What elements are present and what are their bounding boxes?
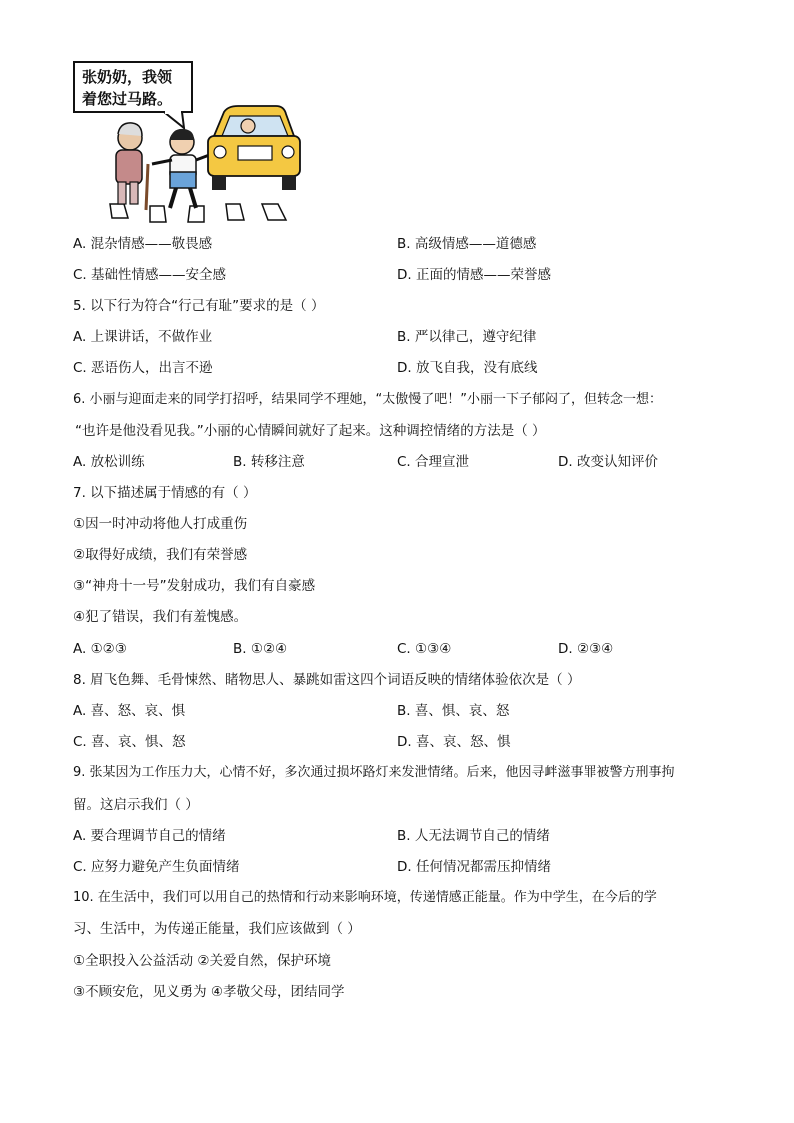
q4-option-d: D. 正面的情感——荣誉感 xyxy=(397,267,551,283)
q6-option-c: C. 合理宣泄 xyxy=(397,454,470,470)
q4-option-a: A. 混杂情感——敬畏感 xyxy=(73,236,213,252)
car-icon xyxy=(208,106,300,190)
q10-items-line2: ③不顾安危，见义勇为 ④孝敬父母，团结同学 xyxy=(73,984,345,1000)
q10-stem-line2: 习、生活中，为传递正能量，我们应该做到（ ） xyxy=(73,921,361,937)
q7-item-4: ④犯了错误，我们有羞愧感。 xyxy=(73,609,248,625)
q6-option-d: D. 改变认知评价 xyxy=(558,454,658,470)
q7-stem: 7. 以下描述属于情感的有（ ） xyxy=(73,485,257,501)
q8-option-d: D. 喜、哀、怒、惧 xyxy=(397,734,511,750)
q7-option-c: C. ①③④ xyxy=(397,641,452,657)
boy-icon xyxy=(152,129,212,208)
speech-bubble xyxy=(74,62,192,128)
q7-option-d: D. ②③④ xyxy=(558,641,614,657)
q7-item-3: ③“神舟十一号”发射成功，我们有自豪感 xyxy=(73,578,316,594)
q10-stem-line1: 10. 在生活中，我们可以用自己的热情和行动来影响环境，传递情感正能量。作为中学生，在今后的学 xyxy=(73,890,657,905)
q5-option-a: A. 上课讲话，不做作业 xyxy=(73,329,213,345)
q7-item-1: ①因一时冲动将他人打成重伤 xyxy=(73,516,248,532)
grandmother-icon xyxy=(116,123,148,210)
q9-stem-line1: 9. 张某因为工作压力大，心情不好，多次通过损坏路灯来发泄情绪。后来，他因寻衅滋事罪被警方刑事拘 xyxy=(73,765,675,780)
q5-stem: 5. 以下行为符合“行己有耻”要求的是（ ） xyxy=(73,298,325,314)
q8-option-a: A. 喜、怒、哀、惧 xyxy=(73,703,186,719)
q7-option-b: B. ①②④ xyxy=(233,641,288,657)
q5-option-b: B. 严以律己，遵守纪律 xyxy=(397,329,537,345)
q9-option-b: B. 人无法调节自己的情绪 xyxy=(397,828,550,844)
q9-stem-line2: 留。这启示我们（ ） xyxy=(73,797,199,813)
q7-item-2: ②取得好成绩，我们有荣誉感 xyxy=(73,547,248,563)
q4-option-b: B. 高级情感——道德感 xyxy=(397,236,537,252)
crosswalk-icon xyxy=(110,204,286,222)
q9-option-c: C. 应努力避免产生负面情绪 xyxy=(73,859,240,875)
q8-option-b: B. 喜、惧、哀、怒 xyxy=(397,703,510,719)
q5-option-d: D. 放飞自我，没有底线 xyxy=(397,360,538,376)
crosswalk-illustration xyxy=(72,60,312,228)
q10-items-line1: ①全职投入公益活动 ②关爱自然，保护环境 xyxy=(73,953,331,969)
q6-option-a: A. 放松训练 xyxy=(73,454,145,470)
q4-option-c: C. 基础性情感——安全感 xyxy=(73,267,227,283)
bubble-line-2: 着您过马路。 xyxy=(82,90,173,108)
q7-option-a: A. ①②③ xyxy=(73,641,127,657)
q6-stem-line1: 6. 小丽与迎面走来的同学打招呼，结果同学不理她，“太傲慢了吧！”小丽一下子郁闷了，但转念一想： xyxy=(73,392,663,407)
q9-option-d: D. 任何情况都需压抑情绪 xyxy=(397,859,551,875)
q6-stem-line2: “也许是他没看见我。”小丽的心情瞬间就好了起来。这种调控情绪的方法是（ ） xyxy=(75,423,546,439)
q9-option-a: A. 要合理调节自己的情绪 xyxy=(73,828,226,844)
q6-option-b: B. 转移注意 xyxy=(233,454,305,470)
bubble-line-1: 张奶奶，我领 xyxy=(82,68,173,86)
q8-option-c: C. 喜、哀、惧、怒 xyxy=(73,734,186,750)
q5-option-c: C. 恶语伤人，出言不逊 xyxy=(73,360,213,376)
q8-stem: 8. 眉飞色舞、毛骨悚然、睹物思人、暴跳如雷这四个词语反映的情绪体验依次是（ ） xyxy=(73,672,581,688)
